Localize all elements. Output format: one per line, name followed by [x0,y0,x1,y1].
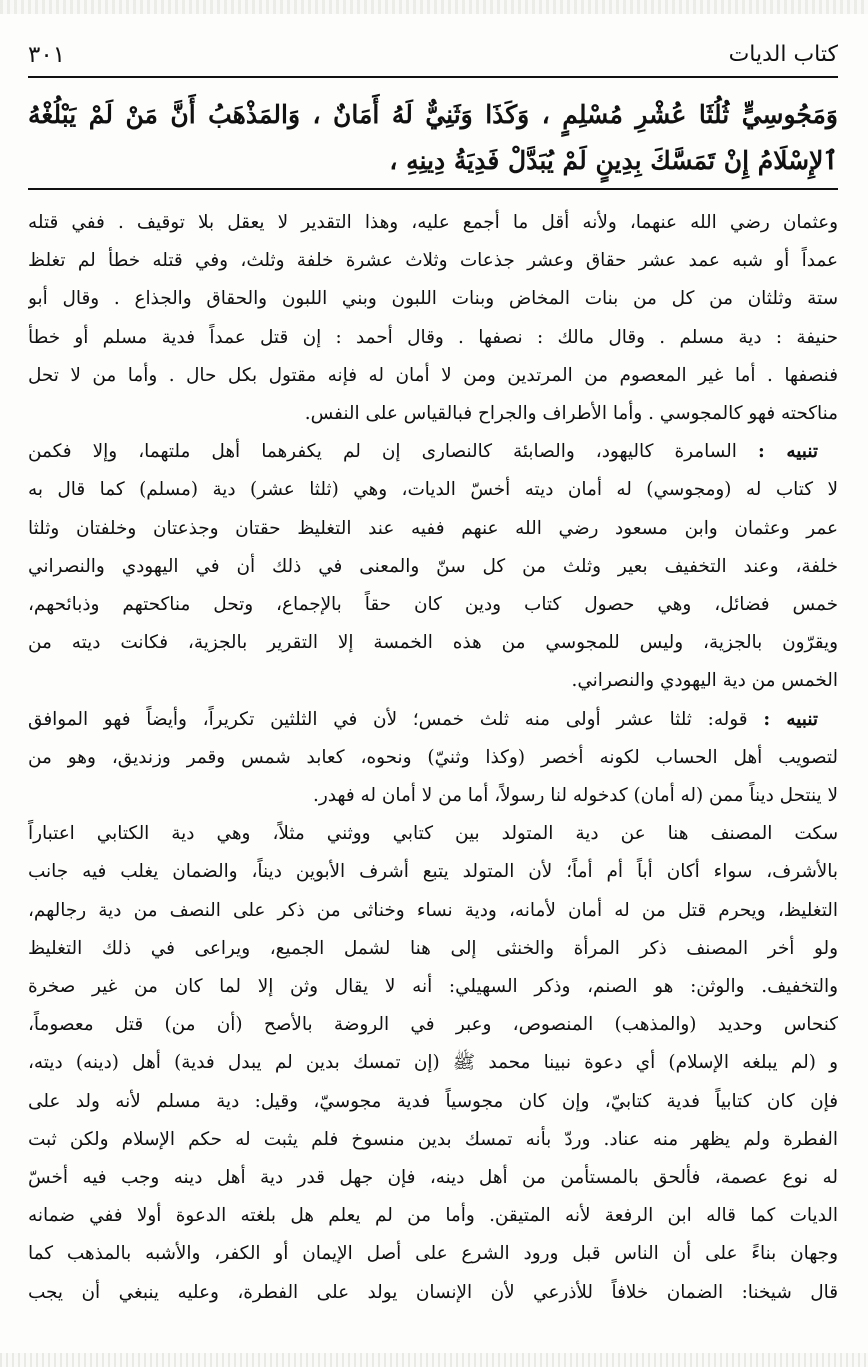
verse-line-2: ٱلإِسْلَامُ إِنْ تَمَسَّكَ بِدِينٍ لَمْ يُبَدَّلْ فَدِيَةُ دِينِهِ ، [389,146,838,175]
commentary-line: لتصويب أهل الحساب لكونه أخصر (وكذا وثنيّ) ونحوه، كعابد شمس وقمر وزنديق، وهو من [28,746,838,768]
matn-verse [28,92,838,190]
commentary-line: ولو أخر المصنف ذكر المرأة والخنثى إلى هنا لشمل الجميع، ويراعى في ذلك التغليظ [28,937,838,959]
commentary-line-text: قوله: ثلثا عشر أولى منه ثلث خمس؛ لأن في الثلثين تكريراً، وأيضاً فهو الموافق [28,708,748,730]
commentary-line: كنحاس وحديد (والمذهب) المنصوص، وعبر في الروضة بالأصح (أن من) قتل معصوماً، [28,1014,838,1036]
commentary-line [28,433,838,471]
commentary-line: ويقرّون بالجزية، وليس للمجوسي من هذه الخمسة إلا التقرير بالجزية، فكانت ديته من [28,632,838,654]
commentary-line: حنيفة : دية مسلم . وقال مالك : نصفها . وقال أحمد : إن قتل عمداً فدية مسلم أو خطأ [28,326,838,348]
tanbih-label: تنبيه : [757,441,818,463]
commentary-line-text: السامرة كاليهود، والصابئة كالنصارى إن لم يكفرهما أهل ملتهما، وإلا فكمن [28,441,737,463]
commentary-line [28,701,838,739]
commentary-line: له نوع عصمة، فألحق بالمستأمن من أهل دينه، فإن جهل قدر دية أهل دينه وجب فيه أخسّ [28,1167,838,1189]
commentary-line: الخمس من دية اليهودي والنصراني. [571,670,838,692]
commentary-line: والتخفيف. والوثن: هو الصنم، وذكر السهيلي: أنه لا يقال وثن إلا لما كان من غير صخرة [28,976,838,998]
tanbih-label: تنبيه : [763,708,818,730]
book-title: كتاب الديات [728,42,838,67]
commentary-line: وجهان بناءً على أن الناس قبل ورود الشرع على أصل الإيمان أو الكفر، والأشبه بالمذهب كما [28,1243,838,1265]
commentary-line: فنصفها . أما غير المعصوم من المرتدين ومن لا أمان له فإنه مقتول بكل حال . وأما من لا تحل [28,364,838,386]
commentary-line: قال شيخنا: الضمان خلافاً للأذرعي لأن الإنسان يولد على الفطرة، وعليه ينبغي أن يجب [28,1281,838,1303]
commentary-line: الفطرة ولم يظهر منه عناد. وردّ بأنه تمسك بدين منسوخ فلم يثبت له حكم الإسلام ولكن ثبت [28,1128,838,1150]
commentary-line: عمداً أو شبه عمد عشر حقاق وعشر جذعات وثلاث عشرة خلفة وثلث، وفي قتله خطأ لم تغلظ [28,250,838,272]
verse-line-1: وَمَجُوسِيٍّ ثُلُثَا عُشْرِ مُسْلِمٍ ، وَكَذَا وَثَنِيٌّ لَهُ أَمَانٌ ، وَالمَذْهَبُ أَنَّ مَنْ لَمْ يَبْلُغْهُ [28,100,838,129]
commentary-line: عمر وعثمان وابن مسعود رضي الله عنهم ففيه عند التغليظ حقتان وجذعتان وخلفتان وثلثا [28,517,838,539]
commentary-line: فإن كان كتابياً فدية كتابيّ، وإن كان مجوسياً فدية مجوسيّ، وقيل: دية مسلم لأنه ولد على [28,1090,838,1112]
commentary-line: سكت المصنف هنا عن دية المتولد بين كتابي ووثني مثلاً، وهي دية الكتابي اعتباراً [28,823,838,845]
commentary-line: الديات كما قاله ابن الرفعة لأنه المتيقن. وأما من لم يعلم هل بلغته الدعوة أولا ففي ضمانه [28,1205,838,1227]
scan-edge-top [0,0,868,14]
commentary-line: مناكحته فهو كالمجوسي . وأما الأطراف والجراح فبالقياس على النفس. [304,403,838,425]
commentary-line: ستة وثلثان من كل من بنات المخاض وبنات اللبون وبني اللبون والحقاق والجذاع . وقال أبو [28,288,838,310]
commentary-line: التغليظ، ويحرم قتل من له أمان لأمانه، ودية نساء وخناثى من ذكر على النصف من دية رجالهم، [28,899,838,921]
commentary-line: بالأشرف، سواء أكان أباً أم أماً؛ لأن المتولد يتبع أشرف الأبوين ديناً، والضمان يغلب فيه جانب [28,861,838,883]
commentary-line: و (لم يبلغه الإسلام) أي دعوة نبينا محمد ﷺ (إن تمسك بدين لم يبدل فدية) أهل (دينه) ديته، [28,1052,838,1074]
commentary-line: لا كتاب له (ومجوسي) له أمان ديته أخسّ الديات، وهي (ثلثا عشر) دية (مسلم) كما قال به [28,479,838,501]
page-number: ٣٠١ [28,42,66,68]
commentary-line: خلفة، وعند التخفيف بعير وثلث من كل سنّ والمعنى في ذلك أن في اليهودي والنصراني [28,555,838,577]
commentary-line: خمس فضائل، وهي حصول كتاب ودين كان حقاً بالإجماع، وتحل مناكحتهم وذبائحهم، [28,594,838,616]
commentary-line: لا ينتحل ديناً ممن (له أمان) كدخوله لنا رسولاً، أما من لا أمان له فهدر. [313,785,838,807]
commentary-line: وعثمان رضي الله عنهما، ولأنه أقل ما أجمع عليه، وهذا التقدير لا يعقل بلا توقيف . ففي قتله [28,212,838,233]
commentary-text [28,204,838,1347]
page-header [28,40,838,78]
scan-edge-bottom [0,1353,868,1367]
